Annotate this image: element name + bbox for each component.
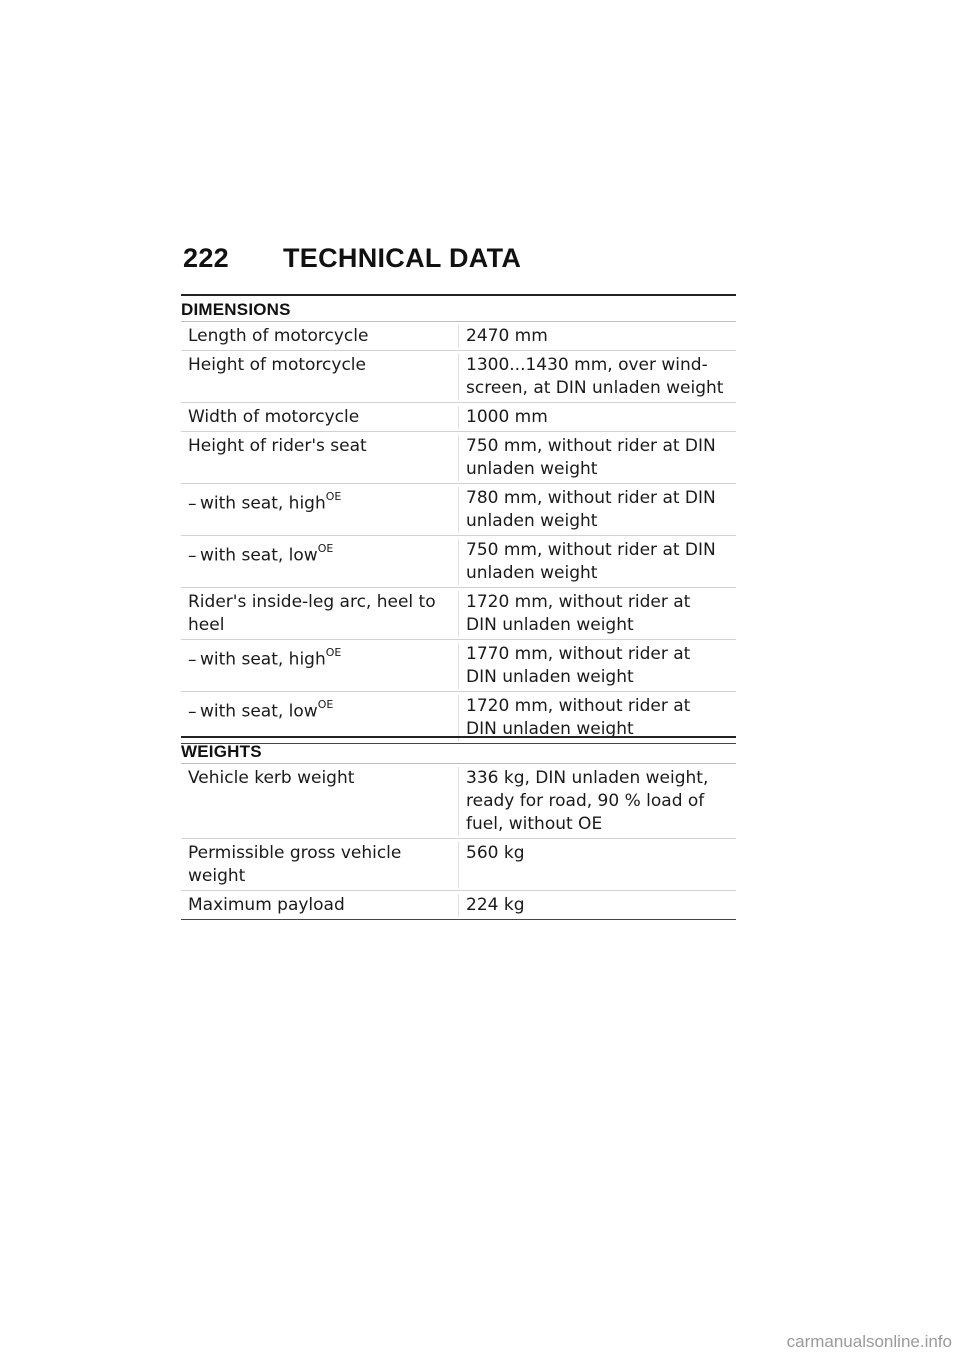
weights-section: [181, 736, 736, 920]
weights-table: [181, 764, 736, 920]
row-label-text: Width of motorcycle: [188, 407, 360, 427]
table-row: [181, 322, 736, 351]
table-row: [181, 839, 736, 891]
row-label: [181, 354, 458, 400]
row-value: 1720 mm, without rider at DIN unladen weight: [458, 695, 736, 741]
page-title: TECHNICAL DATA: [283, 243, 522, 273]
row-label: [181, 767, 458, 836]
watermark: carmanualsonline.info: [786, 1332, 952, 1351]
dimensions-section: [181, 294, 736, 744]
row-label-text: Permissible gross vehicle weight: [188, 843, 402, 886]
row-label-text: with seat, low: [200, 701, 318, 722]
row-label: [181, 842, 458, 888]
row-value: 1770 mm, without rider at DIN unladen weight: [458, 643, 736, 689]
table-row: [181, 351, 736, 403]
row-value: 224 kg: [458, 894, 736, 917]
optional-equipment-marker: OE: [325, 490, 342, 503]
dash-marker: –: [188, 649, 197, 670]
page-number: 222: [183, 243, 229, 273]
table-row: [181, 536, 736, 588]
optional-equipment-marker: OE: [317, 542, 334, 555]
row-label-text: Rider's inside-leg arc, heel to heel: [188, 592, 436, 635]
row-label: [181, 325, 458, 348]
dimensions-title: DIMENSIONS: [181, 294, 736, 322]
row-value: 750 mm, without rider at DIN unladen weight: [458, 539, 736, 585]
table-row: [181, 640, 736, 692]
table-row: [181, 484, 736, 536]
row-label-text: with seat, high: [200, 649, 326, 670]
table-row: [181, 764, 736, 839]
optional-equipment-marker: OE: [325, 646, 342, 659]
row-value: 1300...1430 mm, over wind- screen, at DIN unladen weight: [458, 354, 736, 400]
row-label: [181, 487, 458, 533]
row-label: [181, 435, 458, 481]
row-value: 1720 mm, without rider at DIN unladen weight: [458, 591, 736, 637]
table-row: [181, 403, 736, 432]
row-label-text: with seat, high: [200, 493, 326, 514]
row-label-text: Vehicle kerb weight: [188, 768, 355, 788]
optional-equipment-marker: OE: [317, 698, 334, 711]
row-value: 780 mm, without rider at DIN unladen weight: [458, 487, 736, 533]
dash-marker: –: [188, 545, 197, 566]
dash-marker: –: [188, 701, 197, 722]
page-header: [183, 243, 743, 274]
table-row: [181, 588, 736, 640]
dash-marker: –: [188, 493, 197, 514]
row-label-text: Height of motorcycle: [188, 355, 366, 375]
row-value: 1000 mm: [458, 406, 736, 429]
row-label-text: Length of motorcycle: [188, 326, 369, 346]
row-label: [181, 591, 458, 637]
row-value: 750 mm, without rider at DIN unladen weight: [458, 435, 736, 481]
row-value: 336 kg, DIN unladen weight, ready for road, 90 % load of fuel, without OE: [458, 767, 736, 836]
row-label: [181, 643, 458, 689]
table-row: [181, 432, 736, 484]
row-label: [181, 894, 458, 917]
row-value: 560 kg: [458, 842, 736, 888]
row-label: [181, 695, 458, 741]
weights-title: WEIGHTS: [181, 736, 736, 764]
row-label-text: with seat, low: [200, 545, 318, 566]
row-label: [181, 406, 458, 429]
dimensions-table: [181, 322, 736, 744]
row-label-text: Maximum payload: [188, 895, 345, 915]
row-value: 2470 mm: [458, 325, 736, 348]
row-label-text: Height of rider's seat: [188, 436, 367, 456]
table-row: [181, 891, 736, 920]
row-label: [181, 539, 458, 585]
